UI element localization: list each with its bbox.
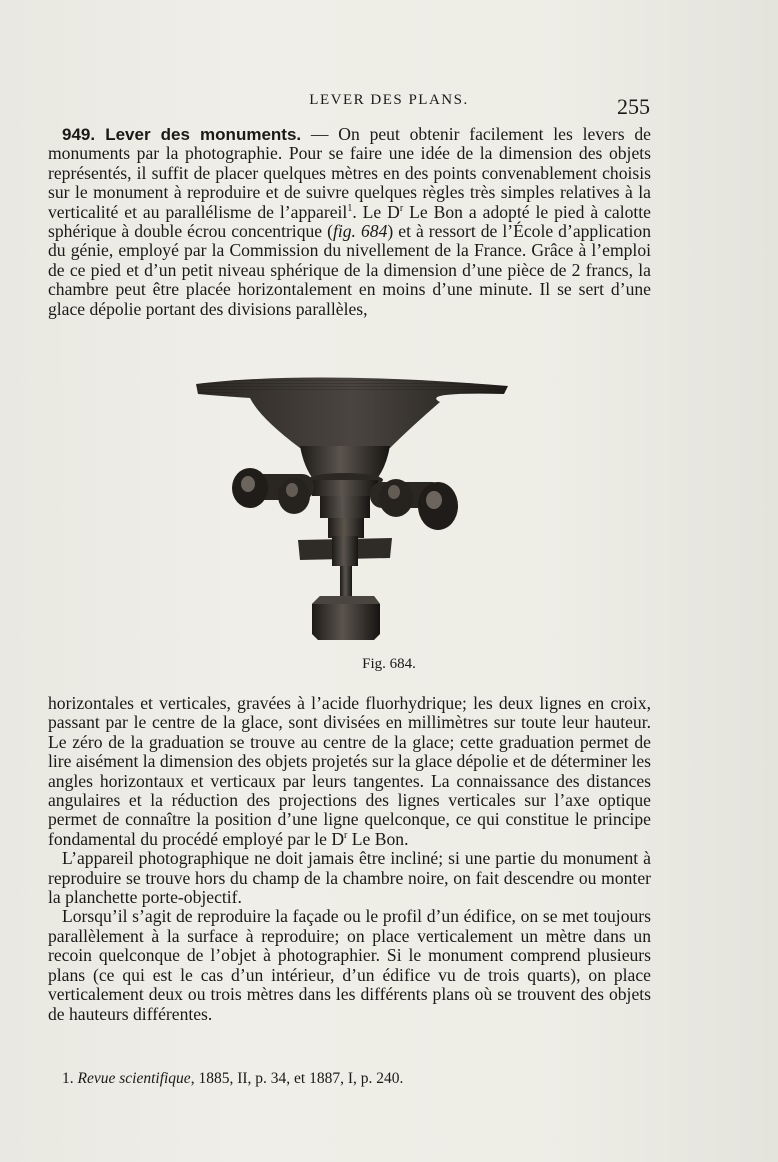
section-heading: 949. Lever des monuments. xyxy=(62,125,302,144)
figure-684 xyxy=(190,368,520,653)
main-text-top xyxy=(48,125,651,319)
main-text-bottom xyxy=(48,694,651,1024)
paragraph: Lorsqu’il s’agit de reproduire la façade ou le profil d’un édifice, on se met toujours parallèlement à la surface à reproduire; on place verticalement un mètre dans un recoin quelconque de l’objet à photographier. Si le monument comprend plusieurs plans (ce qui est le cas d’un intérieur, d’un édifice vu de trois quarts), on place verticalement deux ou trois mètres dans les différents plans où se trouvent des objets de hauteurs différentes. xyxy=(48,906,651,1024)
paragraph-949 xyxy=(48,125,651,319)
footnote-journal: Revue scientifique xyxy=(77,1070,191,1087)
tripod-head-illustration xyxy=(190,368,520,653)
footnote xyxy=(62,1070,403,1088)
page-number: 255 xyxy=(617,94,650,119)
figure-caption: Fig. 684. xyxy=(362,656,416,672)
text-run: Le Bon a adopté le pied à calotte sphérique à double écrou concentrique ( xyxy=(48,201,651,242)
text-run: Le Bon. xyxy=(347,828,409,849)
superscript: r xyxy=(399,202,404,214)
footnote-number: 1. xyxy=(62,1070,74,1087)
footnote-reference[interactable]: 1 xyxy=(347,202,353,214)
superscript: r xyxy=(344,829,348,841)
paragraph: L’appareil photographique ne doit jamais être incliné; si une partie du monument à reproduire se trouve hors du champ de la chambre noire, on fait descendre ou monter la planchette porte-objectif. xyxy=(48,848,651,908)
text-run: — On peut obtenir facilement les levers de monuments par la photographie. Pour se faire une idée de la dimension des objets représentés, il suffit de placer quelques mètres en des points convenablement choisis sur le monument à reproduire et de suivre quelques règles très simples relatives à la verticalité et au parallélisme de l’appareil xyxy=(48,124,651,222)
footnote-citation: , 1885, II, p. 34, et 1887, I, p. 240. xyxy=(190,1070,404,1087)
text-run: ) et à ressort de l’École d’application du génie, employé par la Commission du nivellement de la France. Grâce à l’emploi de ce pied et d’un petit niveau sphérique de la dimension d’une pièce de 2 francs, la chambre peut être placée horizontalement en moins d’une minute. Il se sert d’une glace dépolie portant des divisions parallèles, xyxy=(48,221,651,319)
figure-reference[interactable]: fig. 684 xyxy=(332,221,388,242)
running-head: LEVER DES PLANS. xyxy=(309,92,469,108)
text-run: . Le D xyxy=(352,201,400,222)
text-run: horizontales et verticales, gravées à l’acide fluorhydrique; les deux lignes en croix, passant par le centre de la glace, sont divisées en millimètres sur toute leur hauteur. Le zéro de la graduation se trouve au centre de la glace; cette graduation permet de lire aisément la dimension des objets projetés sur la glace dépolie et de déterminer les angles horizontaux et verticaux par leurs tangentes. La connaissance des distances angulaires et la réduction des projections des lignes verticales sur l’axe optique permet de connaître la position d’une ligne quelconque, ce qui constitue le principe fondamental du procédé employé par le D xyxy=(48,693,651,849)
paragraph-continuation xyxy=(48,694,651,849)
